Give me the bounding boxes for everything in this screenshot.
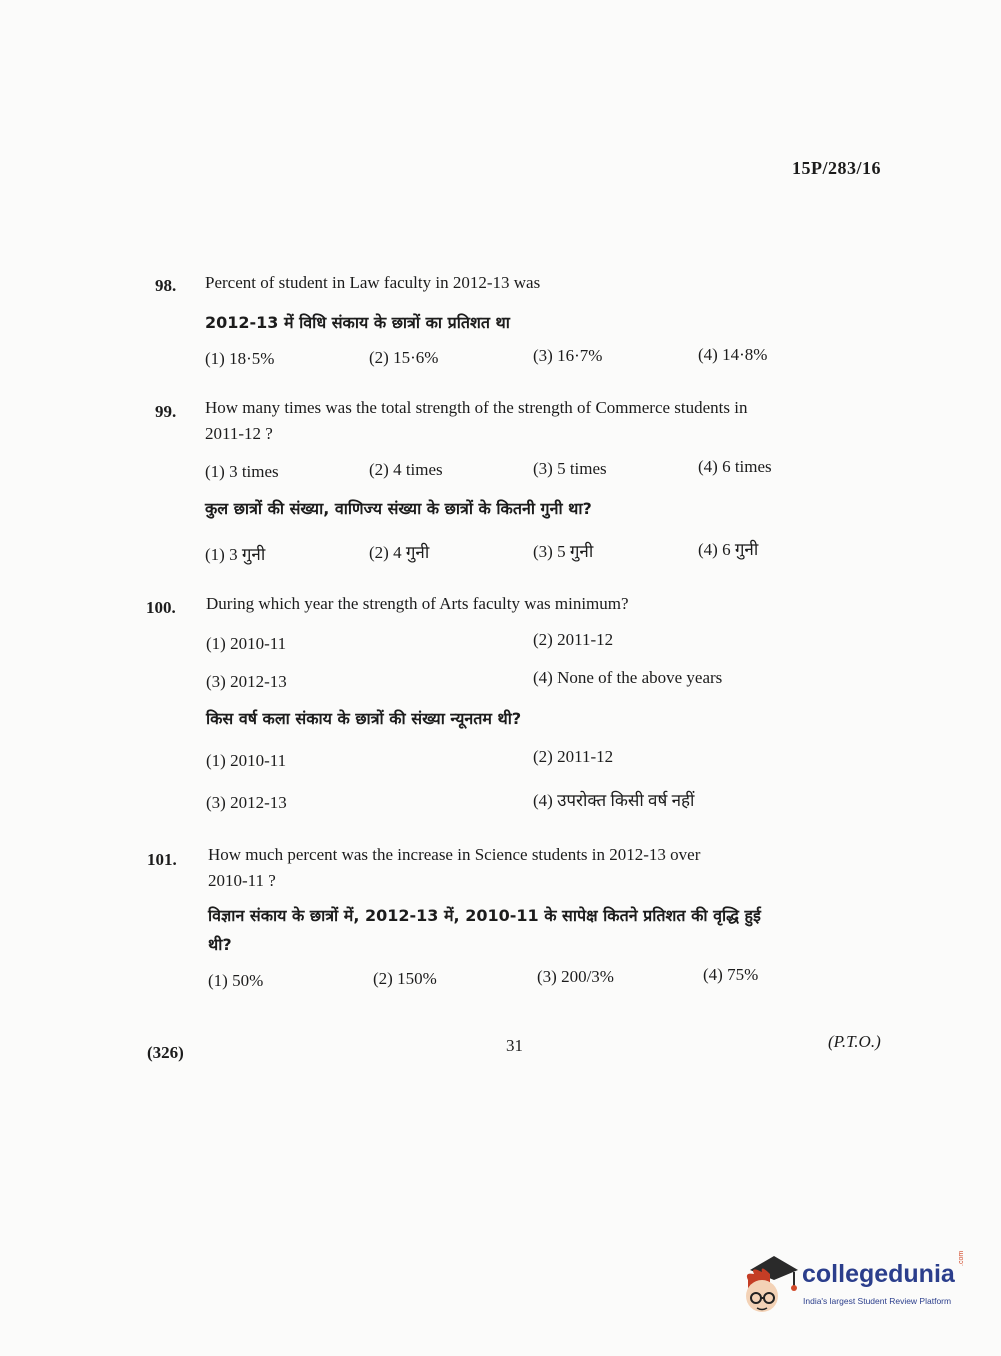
logo-suffix: .com [958,1250,965,1266]
mascot-icon [740,1250,800,1316]
question-100-option-2-hi: (2) 2011-12 [533,747,614,766]
question-99-option-2-en: (2) 4 times [369,460,443,479]
question-100-option-1-en: (1) 2010-11 [206,634,287,653]
question-100-option-2-en: (2) 2011-12 [533,630,614,649]
question-100-option-3-en: (3) 2012-13 [206,672,287,691]
question-98-text-hi: 2012-13 में विधि संकाय के छात्रों का प्रतिशत था [205,313,510,332]
question-100-text-en: During which year the strength of Arts faculty was minimum? [206,594,629,613]
question-98-number: 98. [155,276,177,295]
question-98-option-4: (4) 14·8% [698,345,768,364]
question-101-number: 101. [147,850,177,869]
question-101-option-4: (4) 75% [703,965,759,984]
question-101-option-3: (3) 200/3% [537,967,614,986]
question-101-text-hi-line1: विज्ञान संकाय के छात्रों में, 2012-13 में, 2010-11 के सापेक्ष कितने प्रतिशत की वृद्धि हुई [208,906,761,925]
question-100-text-hi: किस वर्ष कला संकाय के छात्रों की संख्या न्यूनतम थी? [206,709,522,728]
question-98-text-en: Percent of student in Law faculty in 2012-13 was [205,273,541,292]
question-99-text-en-line2: 2011-12 ? [205,424,273,443]
collegedunia-logo [740,1250,970,1320]
question-101-text-en-line2: 2010-11 ? [208,871,276,890]
question-98-option-1: (1) 18·5% [205,349,275,368]
question-99-option-4-en: (4) 6 times [698,457,772,476]
page-number: 31 [506,1036,523,1055]
question-100-option-3-hi: (3) 2012-13 [206,793,287,812]
question-99-option-4-hi: (4) 6 गुनी [698,540,759,559]
question-101-option-1: (1) 50% [208,971,264,990]
footer-left-code: (326) [147,1043,184,1062]
question-101-text-en-line1: How much percent was the increase in Science students in 2012-13 over [208,845,701,864]
question-98-option-3: (3) 16·7% [533,346,603,365]
paper-code: 15P/283/16 [792,158,881,178]
question-99-number: 99. [155,402,177,421]
question-101-option-2: (2) 150% [373,969,437,988]
question-100-option-4-en: (4) None of the above years [533,668,723,687]
question-99-option-2-hi: (2) 4 गुनी [369,543,430,562]
question-99-option-3-hi: (3) 5 गुनी [533,542,594,561]
question-99-text-en-line1: How many times was the total strength of the strength of Commerce students in [205,398,748,417]
question-99-text-hi: कुल छात्रों की संख्या, वाणिज्य संख्या के छात्रों के कितनी गुनी था? [205,499,592,518]
question-100-option-1-hi: (1) 2010-11 [206,751,287,770]
question-99-option-1-hi: (1) 3 गुनी [205,545,266,564]
logo-tagline: India's largest Student Review Platform [803,1296,952,1306]
question-99-option-3-en: (3) 5 times [533,459,607,478]
footer-pto: (P.T.O.) [828,1032,881,1051]
question-101-text-hi-line2: थी? [208,935,232,954]
question-100-option-4-hi: (4) उपरोक्त किसी वर्ष नहीं [533,791,695,810]
question-100-number: 100. [146,598,176,617]
question-99-option-1-en: (1) 3 times [205,462,279,481]
question-98-option-2: (2) 15·6% [369,348,439,367]
logo-wordmark: collegedunia [802,1260,955,1288]
